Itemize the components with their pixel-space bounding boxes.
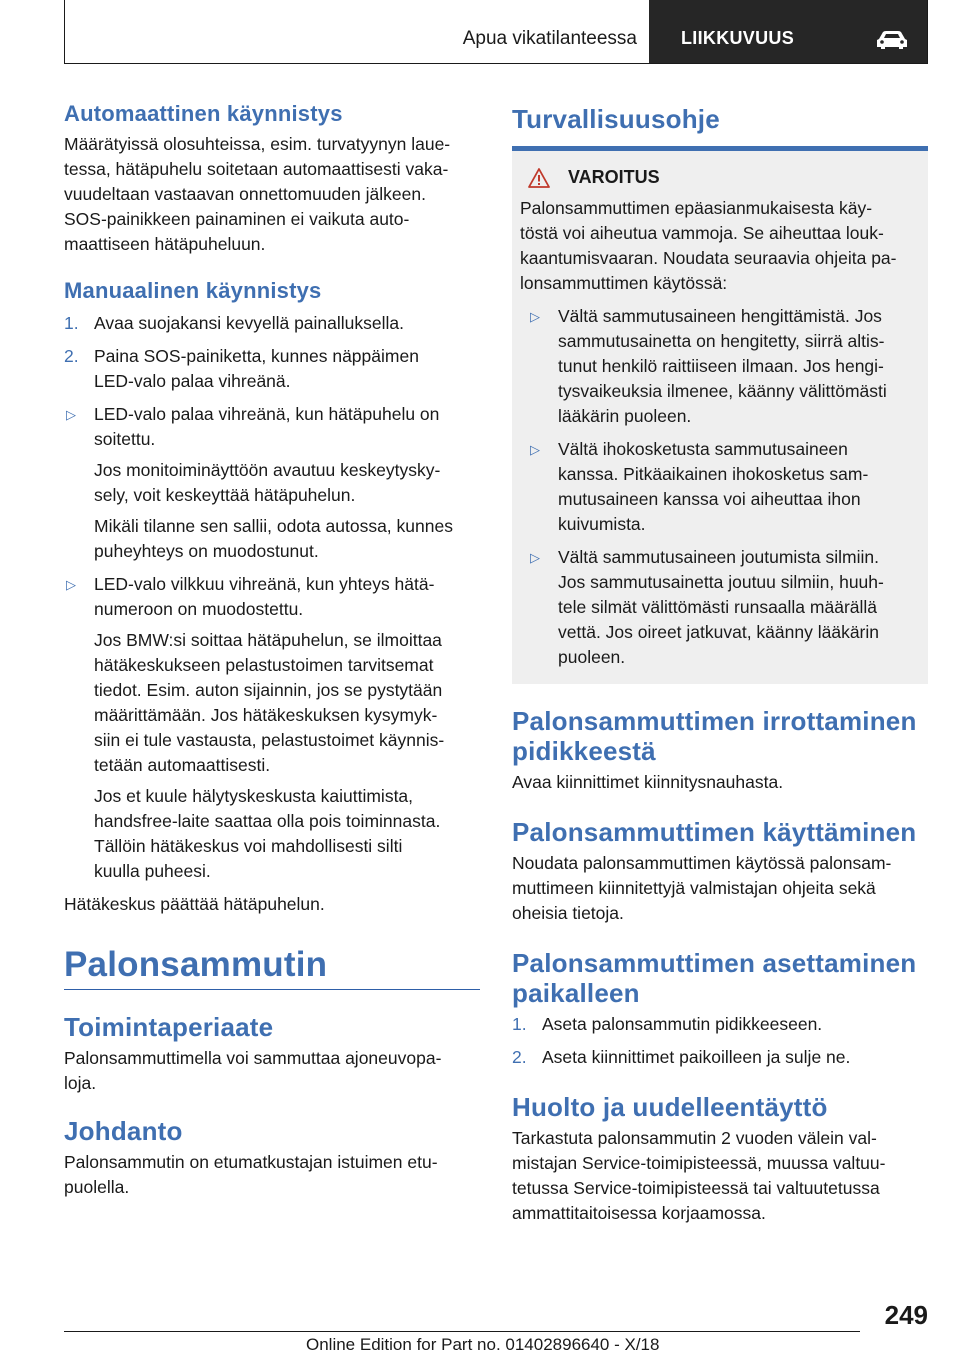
left-column [64, 100, 480, 1200]
page-number: 249 [884, 1300, 928, 1330]
principle-heading: Toimintaperiaate [64, 1012, 274, 1042]
use-text: Noudata palonsammuttimen käytössä palonsam- muttimeen kiinnitettyjä valmistajan ohjeita sekä oheisia tietoja. [512, 853, 892, 923]
remove-heading: Palonsammuttimen irrottaminen pidikkeestä [512, 706, 917, 766]
chapter-tab [649, 0, 927, 63]
manual-start-heading: Manuaalinen käynnistys [64, 278, 322, 303]
bullet-subtext: Jos et kuule hälytyskeskusta kaiuttimista, handsfree-laite saattaa olla pois toiminnasta. Tällöin hätäkeskus voi mahdollisesti silti kuulla puheesi. [94, 786, 441, 881]
closing-text: Hätäkeskus päättää hätäpuhelun. [64, 894, 325, 914]
triangle-bullet-icon: ▷ [530, 442, 540, 457]
bullet-item: ▷ Vältä sammutusaineen joutumista silmiin. Jos sammutusainetta joutuu silmiin, huuh- tele silmät välittömästi runsaalla määrällä vettä. Jos oireet jatkuvat, käänny lääkärin puoleen. [530, 547, 884, 667]
intro-heading: Johdanto [64, 1116, 183, 1146]
warning-box [512, 146, 928, 684]
remove-text: Avaa kiinnittimet kiinnitysnauhasta. [512, 772, 784, 792]
page-header [64, 0, 928, 64]
bullet-subtext: Jos BMW:si soittaa hätäpuhelun, se ilmoittaa hätäkeskukseen pelastustoimen tarvitsemat tiedot. Esim. auton sijainnin, jos se pystytään määrittämään. Jos hätäkeskuksen kysymyk- siin ei tule vastausta, pelastustoimet käynnis- tetään automaattisesti. [94, 630, 445, 775]
place-heading: Palonsammuttimen asettaminen paikalleen [512, 948, 917, 1008]
footer-edition: Online Edition for Part no. 01402896640 - X/18 [306, 1335, 660, 1354]
footer-divider [64, 1331, 860, 1332]
heading-divider [64, 989, 480, 990]
extinguisher-heading: Palonsammutin [64, 945, 328, 984]
triangle-bullet-icon: ▷ [530, 550, 540, 565]
bullet-subtext: Mikäli tilanne sen sallii, odota autossa, kunnes puheyhteys on muodostunut. [94, 516, 453, 561]
triangle-bullet-icon: ▷ [530, 309, 540, 324]
warning-triangle-icon [528, 168, 550, 188]
warning-title: VAROITUS [528, 167, 920, 188]
service-heading: Huolto ja uudelleentäyttö [512, 1092, 828, 1122]
list-item: 1. Avaa suojakansi kevyellä painalluksella. [64, 313, 405, 333]
section-title: Apua vikatilanteessa [462, 28, 637, 49]
warning-intro: Palonsammuttimen epäasianmukaisesta käy- töstä voi aiheutua vammoja. Se aiheuttaa louk- kaantumisvaaran. Noudata seuraavia ohjeita pa- lonsammuttimen käytössä: [520, 198, 897, 293]
bullet-item: ▷ LED-valo vilkkuu vihreänä, kun yhteys hätä- numeroon on muodostettu. [66, 574, 435, 619]
list-item: 2. Aseta kiinnittimet paikoilleen ja sulje ne. [512, 1047, 851, 1067]
intro-text: Palonsammutin on etumatkustajan istuimen etu- puolella. [64, 1152, 438, 1197]
triangle-bullet-icon: ▷ [66, 407, 76, 422]
principle-text: Palonsammuttimella voi sammuttaa ajoneuvopa- loja. [64, 1048, 442, 1093]
list-item: 2. Paina SOS-painiketta, kunnes näppäimen LED-valo palaa vihreänä. [64, 346, 419, 391]
auto-start-text: Määrätyissä olosuhteissa, esim. turvatyynyn laue- tessa, hätäpuhelu soitetaan automaattisesti vaka- vuudeltaan vastaavan onnettomuuden jälkeen. SOS-painikkeen painaminen ei vaikuta auto- maattiseen hätäpuheluun. [64, 134, 451, 254]
bullet-subtext: Jos monitoiminäyttöön avautuu keskeytysky- sely, voit keskeyttää hätäpuhelun. [94, 460, 441, 505]
bullet-item: ▷ Vältä sammutusaineen hengittämistä. Jos sammutusainetta on hengitetty, siirrä altis- tunut henkilö raittiiseen ilmaan. Jos hengi- tysvaikeuksia ilmenee, käänny välittömästi lääkärin puoleen. [530, 306, 887, 426]
safety-heading: Turvallisuusohje [512, 104, 720, 134]
car-icon [875, 30, 909, 50]
triangle-bullet-icon: ▷ [66, 577, 76, 592]
use-heading: Palonsammuttimen käyttäminen [512, 817, 917, 847]
service-text: Tarkastuta palonsammutin 2 vuoden välein val- mistajan Service-toimipisteessä, muussa valtuu- tetussa Service-toimipisteessä tai valtuutetussa ammattitaitoisessa korjaamossa. [512, 1128, 886, 1223]
right-column [512, 100, 928, 1226]
bullet-item: ▷ Vältä ihokosketusta sammutusaineen kanssa. Pitkäaikainen ihokosketus sam- mutusaineen kanssa voi aiheuttaa ihon kuivumista. [530, 439, 869, 534]
auto-start-heading: Automaattinen käynnistys [64, 101, 343, 126]
bullet-item: ▷ LED-valo palaa vihreänä, kun hätäpuhelu on soitettu. [66, 404, 440, 449]
list-item: 1. Aseta palonsammutin pidikkeeseen. [512, 1014, 823, 1034]
chapter-label: LIIKKUVUUS [681, 28, 795, 48]
